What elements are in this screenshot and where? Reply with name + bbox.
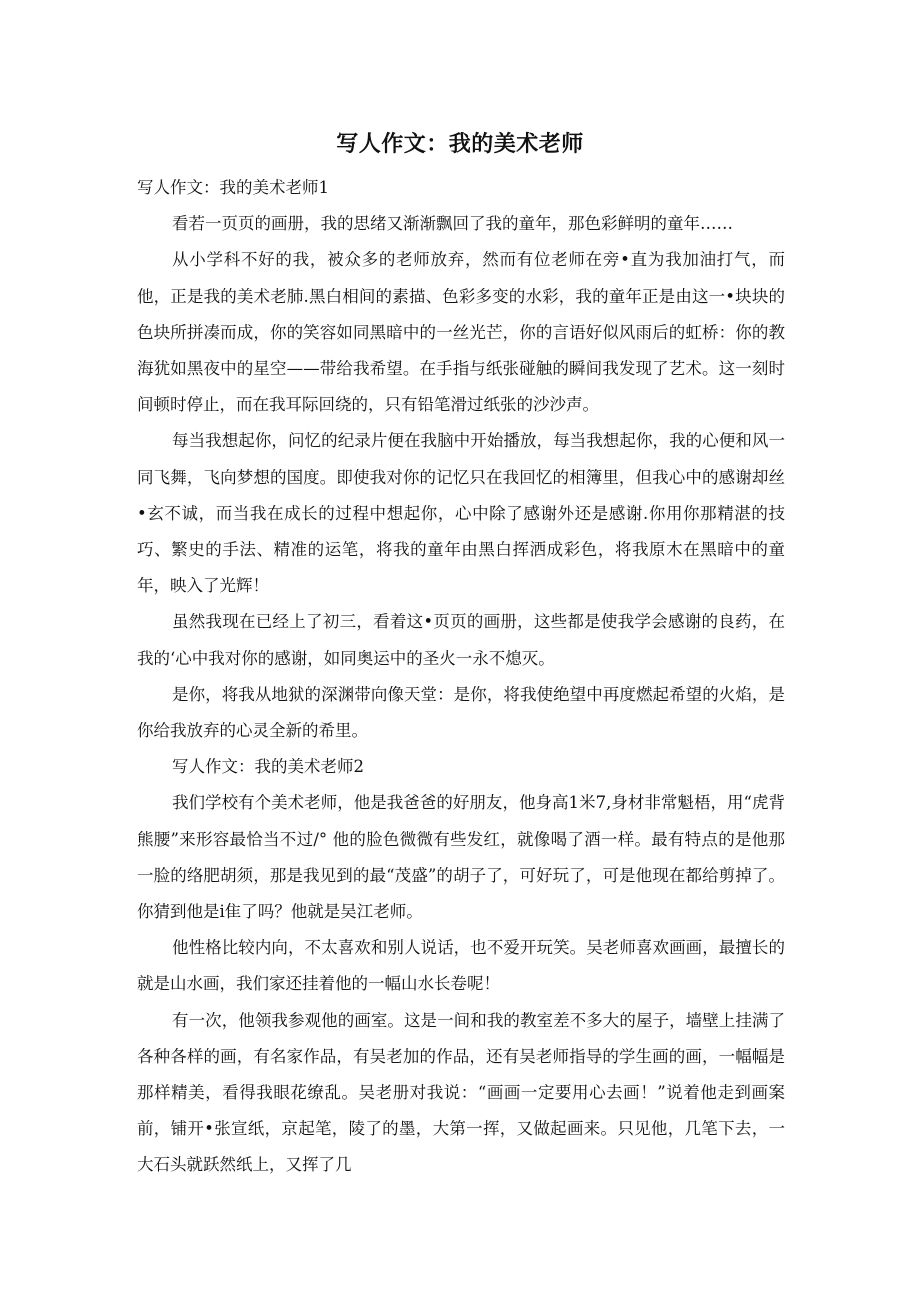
paragraph: 是你，将我从地狱的深渊带向像天堂：是你，将我使绝望中再度燃起希望的火焰，是你给我放弃的心灵全新的希里。 [137, 684, 785, 741]
paragraph: 我们学校有个美术老师，他是我爸爸的好朋友，他身高1米7,身材非常魁梧，用“虎背熊腰”来形容最恰当不过/° 他的脸色微微有些发红，就像喝了酒一样。最有特点的是他那一脸的络肥胡须，那是我见到的最“茂盛”的胡子了，可好玩了，可是他现在都给剪掉了。你猜到他是i隹了吗？他就是吴江老师。 [137, 793, 785, 922]
document-title: 写人作文：我的美术老师 [336, 132, 584, 157]
section-heading-1: 写人作文：我的美术老师1 [137, 178, 329, 197]
section-heading-2: 写人作文：我的美术老师2 [172, 757, 364, 777]
paragraph: 虽然我现在已经上了初三，看着这•页页的画册，这些都是使我学会感谢的良药，在我的‘心中我对你的感谢，如同奥运中的圣火一永不熄灭。 [137, 612, 785, 668]
paragraph: 有一次，他领我参观他的画室。这是一间和我的教室差不多大的屋子，墙壁上挂满了各种各样的画，有名家作品，有吴老加的作品，还有吴老师指导的学生画的画，一幅幅是那样精美，看得我眼花缭乱。吴老册对我说：“画画一定要用心去画！”说着他走到画案前，铺开•张宣纸，京起笔，陵了的墨，大第一挥，又做起画来。只见他，几笔下去，一大石头就跃然纸上，又挥了几 [137, 1010, 785, 1175]
paragraph: 他性格比较内向，不太喜欢和别人说话，也不爱开玩笑。吴老师喜欢画画，最擅长的就是山水画，我们家还挂着他的一幅山水长卷呢！ [137, 938, 785, 994]
paragraph: 从小学科不好的我，被众多的老师放弃，然而有位老师在旁•直为我加油打气，而他，正是我的美术老肺.黑白相间的素描、色彩多变的水彩，我的童年正是由这一•块块的色块所拼凑而成，你的笑容如同黑暗中的一丝光芒，你的言语好似风雨后的虹桥：你的教海犹如黑夜中的星空——带给我希望。在手指与纸张碰触的瞬间我发现了艺术。这一刻时间顿时停止，而在我耳际回绕的，只有铅笔滑过纸张的沙沙声。 [137, 250, 785, 415]
paragraph: 每当我想起你，问忆的纪录片便在我脑中开始播放，每当我想起你，我的心便和风一同飞舞，飞向梦想的国度。即使我对你的记忆只在我回忆的相簿里，但我心中的感谢却丝•玄不诚，而当我在成长的过程中想起你，心中除了感谢外还是感谢.你用你那精湛的技巧、繁史的手法、精准的运笔，将我的童年由黑白挥洒成彩色，将我原木在黑暗中的童年，映入了光辉！ [137, 431, 785, 596]
paragraph: 看若一页页的画册，我的思绪又渐渐飘回了我的童年，那色彩鲜明的童年…… [172, 214, 733, 234]
document-body [137, 170, 785, 1184]
